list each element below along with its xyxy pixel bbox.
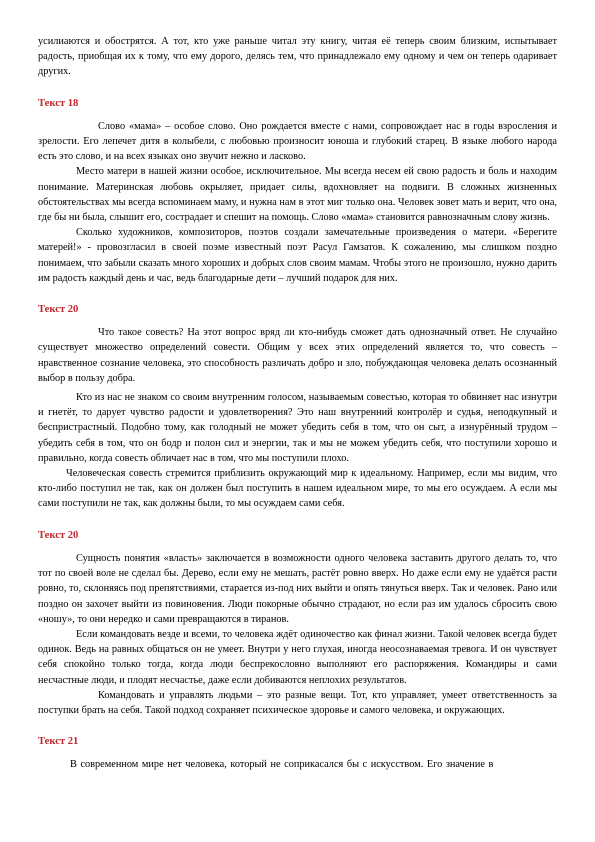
section-heading-text-21: Текст 21	[38, 736, 79, 748]
paragraph: Командовать и управлять людьми – это разные вещи. Тот, кто управляет, умеет ответственность за поступки брать на себя. Такой подход сохраняет психическое здоровье и самого человека, и окружающих.	[38, 689, 557, 716]
paragraph: Человеческая совесть стремится приблизить окружающий мир к идеальному. Например, если мы видим, что кто-либо поступил не так, как он должен был поступить в нашем идеальном мире, то мы его осуждаем. А если мы сами поступили не так, как должны были, то мы осуждаем сами себя.	[38, 468, 557, 510]
paragraph: Сущность понятия «власть» заключается в возможности одного человека заставить другого делать то, что тот по своей воле не сделал бы. Дерево, если ему не мешать, растёт ровно вверх. Но даже если ему не удаётся расти ровно, то, склоняясь под препятствиями, старается из-под них выйти и опять тянуться вверх. Так и человек. Рано или поздно он захочет выйти из повиновения. Люди покорные обычно страдают, но если раз им удалось сбросить свою «ношу», то они нередко и сами превращаются в тиранов.	[38, 552, 557, 625]
paragraph: Слово «мама» – особое слово. Оно рождается вместе с нами, сопровождает нас в годы взросления и зрелости. Его лепечет дитя в колыбели, с любовью произносит юноша и глубокий старец. В языке любого народа есть это слово, и на всех языках оно звучит нежно и ласково.	[38, 120, 557, 163]
paragraph: Сколько художников, композиторов, поэтов создали замечательные произведения о матери. «Берегите матерей!» - провозгласил в своей поэме известный поэт Расул Гамзатов. К сожалению, мы слишком поздно понимаем, что забыли сказать много хороших и добрых слов своим мамам. Чтобы этого не произошло, нужно дарить им радость каждый день и час, ведь благодарные дети – лучший подарок для них.	[38, 227, 557, 284]
section-heading-text-20: Текст 20	[38, 304, 79, 316]
section-heading-text-20-b: Текст 20	[38, 529, 79, 541]
fragment-paragraph: усилиаются и обострятся. А тот, кто уже раньше читал эту книгу, читая её теперь своим близким, испытывает радость, приобщая их к тому, что ему дорого, делясь тем, что принадлежало ему одному и чем он теперь одаривает других.	[38, 36, 557, 78]
paragraph: В современном мире нет человека, который не соприкасался бы с искусством. Его значение в	[70, 759, 494, 771]
paragraph: Место матери в нашей жизни особое, исключительное. Мы всегда несем ей свою радость и боль и находим понимание. Материнская любовь окрыляет, придает силы, вдохновляет на подвиги. В сложных жизненных обстоятельствах мы всегда вспоминаем маму, и нужна нам в этот миг только она. Человек зовет мать и верит, что она, где бы ни была, слышит его, сострадает и спешит на помощь. Слово «мама» становится равнозначным слову жизнь.	[38, 166, 557, 224]
paragraph: Если командовать везде и всеми, то человека ждёт одиночество как финал жизни. Такой человек всегда будет одинок. Ведь на равных общаться он не умеет. Внутри у него глухая, иногда неосознаваемая тревога. И он чувствует себя спокойно только тогда, когда люди беспрекословно выполняют его распоряжения. Командиры и сами несчастные люди, и плодят несчастье, даже если добиваются неплохих результатов.	[38, 628, 557, 686]
paragraph: Что такое совесть? На этот вопрос вряд ли кто-нибудь сможет дать однозначный ответ. Не случайно существует множество определений совести. Общим у всех этих определений является то, что совесть – нравственное сознание человека, это способность различать добро и зло, побуждающая человека делать осознанный выбор в пользу добра.	[38, 327, 557, 384]
paragraph: Кто из нас не знаком со своим внутренним голосом, называемым совестью, которая то обвиняет нас изнутри и гнетёт, то дарует чувство радости и удовлетворения? Это наш внутренний контролёр и судья, неподкупный и беспристрастный. Подобно тому, как голодный не может убедить себя в том, что он сыт, а изнурённый трудом – убедить себя в том, что он бодр и полон сил и энергии, так и мы не можем убедить себя, что поступили хорошо и правильно, когда совесть обличает нас в том, что мы поступили плохо.	[38, 392, 557, 464]
section-heading-text-18: Текст 18	[38, 97, 79, 109]
